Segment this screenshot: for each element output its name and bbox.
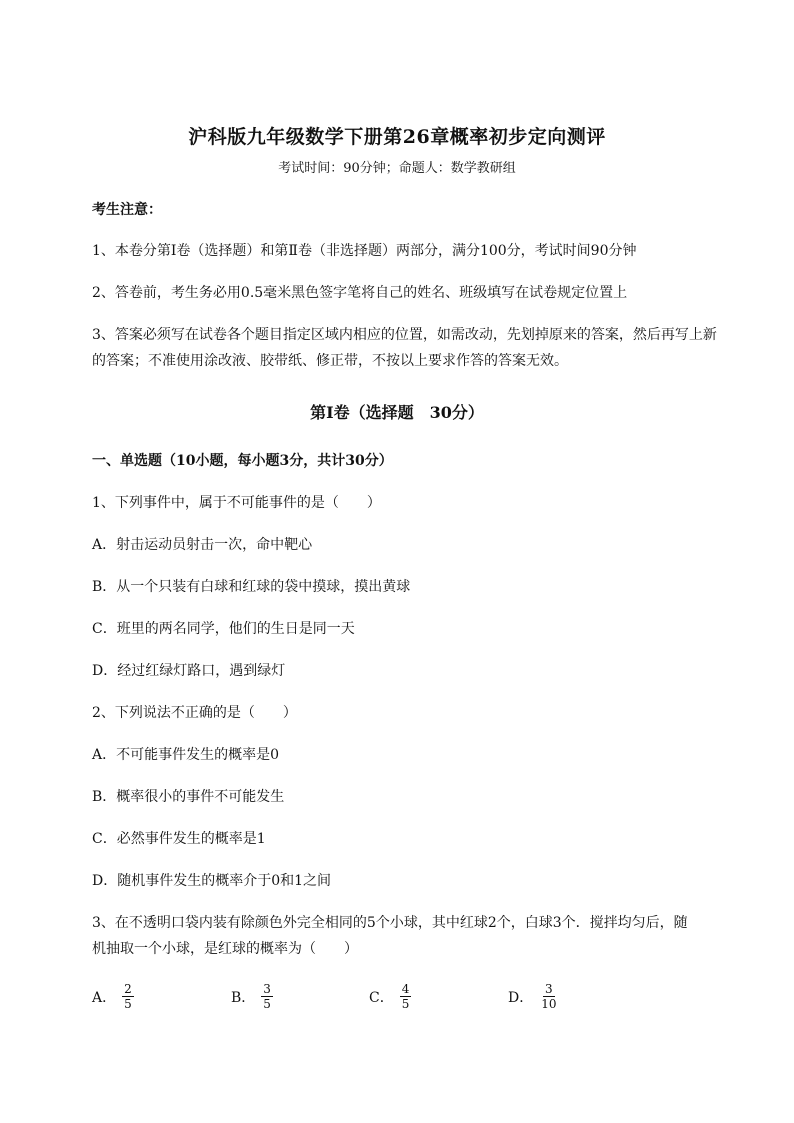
- notice-heading: 考生注意：: [92, 202, 162, 218]
- question-3-option-a: [92, 982, 134, 1011]
- option-label: D．: [508, 989, 534, 1006]
- option-label: A．: [92, 989, 117, 1006]
- fraction-numerator: 3: [263, 982, 271, 996]
- fraction: [539, 982, 558, 1011]
- fraction-numerator: 2: [124, 982, 132, 996]
- notice-item-1: 1、本卷分第I卷（选择题）和第Ⅱ卷（非选择题）两部分，满分100分，考试时间90分钟: [92, 243, 637, 259]
- notice-item-3-cont: 的答案；不准使用涂改液、胶带纸、修正带，不按以上要求作答的答案无效。: [92, 353, 568, 369]
- question-1-option-b: B．从一个只装有白球和红球的袋中摸球，摸出黄球: [92, 579, 411, 595]
- question-3-stem: 3、在不透明口袋内装有除颜色外完全相同的5个小球，其中红球2个，白球3个．搅拌均匀后，随: [92, 915, 688, 931]
- fraction-denominator: 5: [263, 997, 271, 1011]
- notice-item-2: 2、答卷前，考生务必用0.5毫米黑色签字笔将自己的姓名、班级填写在试卷规定位置上: [92, 285, 628, 301]
- question-3-stem-cont: 机抽取一个小球，是红球的概率为（ ）: [92, 941, 358, 957]
- question-1-option-c: C．班里的两名同学，他们的生日是同一天: [92, 621, 355, 637]
- fraction: [400, 982, 412, 1011]
- fraction-numerator: 3: [545, 982, 553, 996]
- option-label: B．: [231, 989, 256, 1006]
- fraction-denominator: 10: [541, 997, 557, 1011]
- question-1-option-d: D．经过红绿灯路口，遇到绿灯: [92, 663, 286, 679]
- fraction: [261, 982, 273, 1011]
- question-2-stem: 2、下列说法不正确的是（ ）: [92, 705, 297, 721]
- question-3-option-b: [231, 982, 273, 1011]
- fraction-denominator: 5: [401, 997, 410, 1011]
- question-2-option-c: C．必然事件发生的概率是1: [92, 831, 266, 847]
- fraction-denominator: 5: [124, 997, 132, 1011]
- option-label: C．: [369, 989, 394, 1006]
- question-2-option-b: B．概率很小的事件不可能发生: [92, 789, 285, 805]
- question-2-option-d: D．随机事件发生的概率介于0和1之间: [92, 873, 332, 889]
- part-heading: 一、单选题（10小题，每小题3分，共计30分）: [92, 453, 393, 469]
- section-title: 第I卷（选择题 30分）: [310, 403, 484, 422]
- question-1-stem: 1、下列事件中，属于不可能事件的是（ ）: [92, 495, 381, 511]
- fraction: [122, 982, 134, 1011]
- fraction-numerator: 4: [401, 982, 410, 996]
- question-2-option-a: A．不可能事件发生的概率是0: [92, 747, 280, 763]
- notice-item-3: 3、答案必须写在试卷各个题目指定区域内相应的位置，如需改动，先划掉原来的答案，然后再写上新: [92, 327, 717, 343]
- question-3-option-d: [508, 982, 559, 1011]
- exam-title: 沪科版九年级数学下册第26章概率初步定向测评: [188, 126, 606, 148]
- question-3-option-c: [369, 982, 411, 1011]
- exam-subtitle: 考试时间：90分钟；命题人：数学教研组: [278, 161, 516, 176]
- question-1-option-a: A．射击运动员射击一次，命中靶心: [92, 537, 313, 553]
